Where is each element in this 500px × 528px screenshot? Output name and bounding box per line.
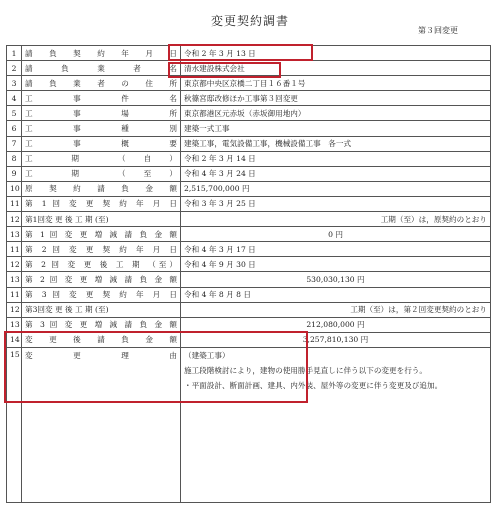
row-number: 11 <box>7 196 22 211</box>
row-value: 秋篠宮邸改修ほか工事第３回変更 <box>181 91 491 106</box>
table-row <box>7 332 491 347</box>
table-row <box>7 166 491 181</box>
row-number: 13 <box>7 227 22 242</box>
row-label: 原 契 約 請 負 金 額 <box>22 181 181 196</box>
row-value: 令和 4 年 3 月 24 日 <box>181 166 491 181</box>
row-number: 4 <box>7 91 22 106</box>
row-number: 6 <box>7 121 22 136</box>
table-row <box>7 181 491 196</box>
row-number: 5 <box>7 106 22 121</box>
row-label: 第 2 回 変 更 契 約 年 月 日 <box>22 242 181 257</box>
table-row <box>7 106 491 121</box>
row-label: 工 期 （至） <box>22 166 181 181</box>
row-value: 工期（至）は，原契約のとおり <box>181 212 491 227</box>
reason-heading: （建築工事） <box>184 350 230 360</box>
row-label: 工 事 概 要 <box>22 136 181 151</box>
row-number: 1 <box>7 46 22 61</box>
row-number: 14 <box>7 332 22 347</box>
row-label: 変 更 理 由 <box>22 347 181 502</box>
row-number: 3 <box>7 76 22 91</box>
row-number: 11 <box>7 242 22 257</box>
row-value: 令和 2 年 3 月 14 日 <box>181 151 491 166</box>
row-number: 12 <box>7 212 22 227</box>
row-label: 第 2 回 変 更 増 減 請 負 金 額 <box>22 272 181 287</box>
row-number: 10 <box>7 181 22 196</box>
row-value: 令和 4 年 9 月 30 日 <box>181 257 491 272</box>
row-number: 7 <box>7 136 22 151</box>
row-label: 請 負 業 者 名 <box>22 61 181 76</box>
row-value: 212,080,000 円 <box>181 317 491 332</box>
row-label: 第 3 回 変 更 増 減 請 負 金 額 <box>22 317 181 332</box>
table-row <box>7 287 491 302</box>
table-row <box>7 136 491 151</box>
table-row <box>7 46 491 61</box>
row-number: 13 <box>7 272 22 287</box>
reason-line-1: 施工段階検討により，建物の使用勝手見直しに伴う以下の変更を行う。 <box>184 365 427 375</box>
row-number: 8 <box>7 151 22 166</box>
table-row-reason <box>7 347 491 502</box>
table-row <box>7 257 491 272</box>
row-value: 令和 4 年 8 月 8 日 <box>181 287 491 302</box>
row-number: 2 <box>7 61 22 76</box>
row-label: 工 事 場 所 <box>22 106 181 121</box>
row-label: 第 1 回 変 更 契 約 年 月 日 <box>22 196 181 211</box>
row-label: 変 更 後 請 負 金 額 <box>22 332 181 347</box>
row-label: 第 2 回 変 更 後 工 期 （至） <box>22 257 181 272</box>
table-row <box>7 227 491 242</box>
row-label: 第1回変 更 後 工 期 (至) <box>22 212 181 227</box>
change-reason-cell <box>181 347 491 502</box>
row-label: 工 事 種 別 <box>22 121 181 136</box>
table-row <box>7 91 491 106</box>
row-value: 0 円 <box>181 227 491 242</box>
document-title: 変更契約調書 <box>210 14 289 28</box>
table-row <box>7 302 491 317</box>
row-label: 請 負 業 者 の 住 所 <box>22 76 181 91</box>
row-value: 530,030,130 円 <box>181 272 491 287</box>
row-label: 工 期 （自） <box>22 151 181 166</box>
row-label: 第 3 回 変 更 契 約 年 月 日 <box>22 287 181 302</box>
change-number-label: 第３回変更 <box>418 26 458 35</box>
table-row <box>7 76 491 91</box>
row-value: 建築工事，電気設備工事，機械設備工事 各一式 <box>181 136 491 151</box>
row-value: 令和 3 年 3 月 25 日 <box>181 196 491 211</box>
row-value: 清水建設株式会社 <box>181 61 491 76</box>
row-label: 第 1 回 変 更 増 減 請 負 金 額 <box>22 227 181 242</box>
row-value: 工期（至）は，第２回変更契約のとおり <box>181 302 491 317</box>
row-number: 15 <box>7 347 22 502</box>
reason-line-2: ・平面設計、断面計画、建具、内外装、屋外等の変更に伴う変更及び追加。 <box>184 380 443 390</box>
row-value: 2,515,700,000 円 <box>181 181 491 196</box>
table-row <box>7 272 491 287</box>
table-row <box>7 121 491 136</box>
row-label: 第3回変 更 後 工 期 (至) <box>22 302 181 317</box>
row-value: 建築一式工事 <box>181 121 491 136</box>
table-row <box>7 151 491 166</box>
row-label: 工 事 件 名 <box>22 91 181 106</box>
row-value: 令和 4 年 3 月 17 日 <box>181 242 491 257</box>
row-label: 請 負 契 約 年 月 日 <box>22 46 181 61</box>
row-number: 13 <box>7 317 22 332</box>
row-value: 令和 2 年 3 月 13 日 <box>181 46 491 61</box>
row-number: 12 <box>7 257 22 272</box>
row-value: 東京都港区元赤坂（赤坂御用地内） <box>181 106 491 121</box>
row-value: 3,257,810,130 円 <box>181 332 491 347</box>
table-row <box>7 61 491 76</box>
table-row <box>7 317 491 332</box>
table-row <box>7 242 491 257</box>
table-row <box>7 196 491 211</box>
row-number: 9 <box>7 166 22 181</box>
row-number: 12 <box>7 302 22 317</box>
row-value: 東京都中央区京橋二丁目１６番１号 <box>181 76 491 91</box>
row-number: 11 <box>7 287 22 302</box>
table-row <box>7 212 491 227</box>
contract-change-table <box>6 45 491 503</box>
